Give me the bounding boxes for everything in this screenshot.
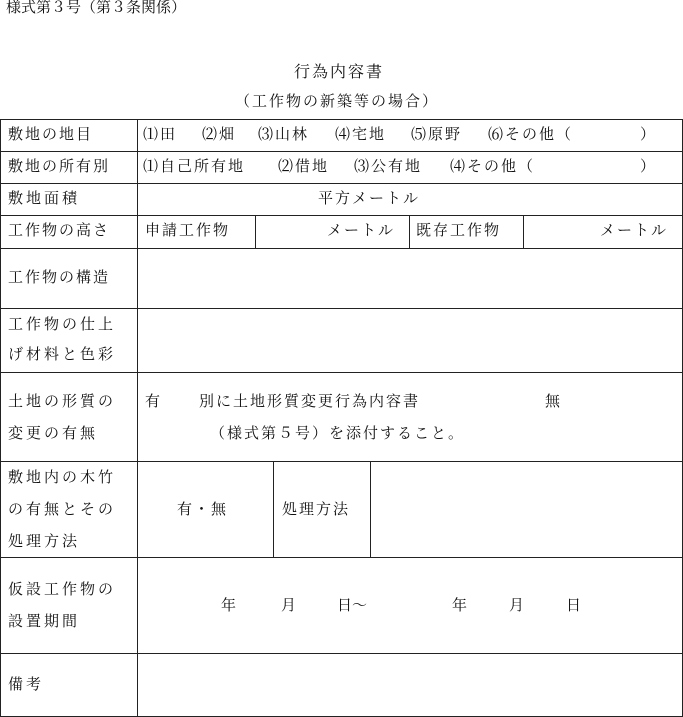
ownership-option: ⑷その他（ (450, 157, 536, 175)
period-start-year: 年 (221, 596, 237, 614)
trees-method-label: 処理方法 (282, 500, 351, 518)
area-label: 敷地面積 (8, 189, 81, 207)
period-start-month: 月 (281, 596, 297, 614)
trees-presence: 有・無 (177, 500, 229, 518)
land-change-label-line1: 土地の形質の (8, 392, 117, 410)
applied-height-unit: メートル (327, 221, 396, 239)
form-number: 様式第３号（第３条関係） (6, 0, 187, 16)
document-subtitle: （工作物の新築等の場合） (235, 92, 440, 110)
applied-structure-label: 申請工作物 (145, 221, 231, 239)
trees-label-line1: 敷地内の木竹 (8, 468, 117, 486)
period-end-month: 月 (509, 596, 525, 614)
close-paren: ） (640, 157, 656, 175)
existing-height-unit: メートル (600, 221, 669, 239)
trees-label-line2: の有無とその (8, 500, 117, 518)
ownership-option: ⑵借地 (278, 157, 330, 175)
land-category-option: ⑹その他（ (488, 125, 574, 143)
period-end-year: 年 (452, 596, 468, 614)
finish-label-line1: 工作物の仕上 (8, 315, 117, 333)
land-category-option: ⑴田 (143, 125, 178, 143)
period-start-day: 日～ (337, 596, 368, 614)
land-change-label-line2: 変更の有無 (8, 424, 99, 442)
land-category-option: ⑶山林 (258, 125, 310, 143)
land-category-option: ⑸原野 (411, 125, 463, 143)
land-change-note-line2: （様式第５号）を添付すること。 (210, 424, 466, 442)
land-change-note-line1: 別に土地形質変更行為内容書 (199, 392, 421, 410)
period-end-day: 日 (566, 596, 582, 614)
structure-label: 工作物の構造 (8, 268, 111, 286)
height-label: 工作物の高さ (8, 221, 111, 239)
area-unit: 平方メートル (318, 189, 421, 207)
land-category-option: ⑵畑 (202, 125, 237, 143)
land-category-option: ⑷宅地 (335, 125, 387, 143)
period-label-line2: 設置期間 (8, 612, 81, 630)
land-category-label: 敷地の地目 (8, 125, 94, 143)
close-paren: ） (640, 125, 656, 143)
trees-label-line3: 処理方法 (8, 532, 81, 550)
finish-label-line2: げ材料と色彩 (8, 345, 117, 363)
land-change-none: 無 (545, 392, 561, 410)
ownership-label: 敷地の所有別 (8, 157, 111, 175)
land-change-yes: 有 (145, 392, 161, 410)
remarks-label: 備考 (8, 675, 45, 693)
existing-structure-label: 既存工作物 (416, 221, 502, 239)
ownership-option: ⑶公有地 (354, 157, 423, 175)
document-title: 行為内容書 (294, 62, 385, 81)
ownership-option: ⑴自己所有地 (143, 157, 246, 175)
period-label-line1: 仮設工作物の (8, 580, 117, 598)
